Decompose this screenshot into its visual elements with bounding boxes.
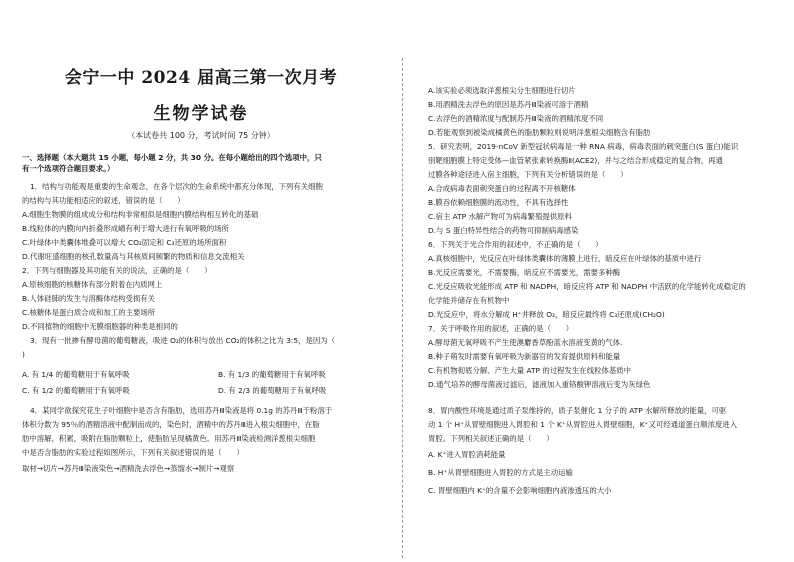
option-line: A.该实验必须选取洋葱根尖分生细胞进行切片 — [428, 86, 576, 95]
question-line: 6．下列关于光合作用的叙述中，不正确的是（ ） — [428, 240, 603, 249]
option-line: B.光反应需要光，不需要酶，暗反应不需要光，需要多种酶 — [428, 268, 621, 277]
question-line: 过膜各种途径进入宿主细胞，下列有关分析错误的是（ ） — [428, 170, 628, 179]
option-line: C.宿主 ATP 水解产物可为病毒繁殖提供原料 — [428, 212, 572, 221]
column-divider — [402, 58, 403, 558]
option-line: B.膜吞依赖细胞膜的流动性，不具有选择性 — [428, 198, 569, 207]
option-line: A.细胞生物膜的组成成分和结构非常相似是细胞内膜结构相互转化的基础 — [22, 210, 259, 219]
option-line: C.有机物彻底分解、产生大量 ATP 的过程发生在线粒体基质中 — [428, 366, 632, 375]
option-line: C.叶绿体中类囊体堆叠可以增大 CO₂固定和 C₃还原的场所面积 — [22, 238, 227, 247]
option-line: B.用酒精洗去浮色的原因是苏丹Ⅲ染液可溶于酒精 — [428, 100, 589, 109]
option-line: A.原核细胞的核糖体有部分附着在内质网上 — [22, 280, 163, 289]
question-line: 体积分数为 95％的酒精溶液中配制而成的，染色时，酒精中的苏丹Ⅲ进入根尖细胞中，在脂 — [22, 420, 320, 429]
q3-option-a: A. 有 1/4 的葡萄糖用于有氧呼吸 — [22, 370, 130, 379]
option-line: D.通气培养的酵母菌液过滤后，滤液加入重铬酸钾溶液后变为灰绿色 — [428, 380, 651, 389]
section-heading-line2: 有一个选项符合题目要求。） — [22, 164, 115, 173]
question-line: 5．研究表明，2019-nCoV 新型冠状病毒是一种 RNA 病毒，病毒表面的刺突蛋白(S 蛋白)能识 — [428, 142, 739, 151]
question-line: 别靶细胞膜上特定受体—血管紧张素转换酶Ⅱ(ACE2)，并与之结合形成稳定的复合物，再通 — [428, 156, 723, 165]
q3-option-c: C. 有 1/2 的葡萄糖用于有氧呼吸 — [22, 386, 130, 395]
question-line: 8．胃内酸性环境是通过质子泵维持的，质子泵催化 1 分子的 ATP 水解所释放的能量，可驱 — [428, 406, 727, 415]
option-line: C. 胃壁细胞内 K⁺的含量不会影响细胞内液渗透压的大小 — [428, 486, 612, 495]
option-line: B. H⁺从胃壁细胞进入胃腔的方式是主动运输 — [428, 468, 573, 477]
section-heading-line1: 一、选择题（本大题共 15 小题，每小题 2 分，共 30 分。在每小题给出的四个选项中，只 — [22, 153, 322, 162]
option-line: A.真核细胞中，光反应在叶绿体类囊体的薄膜上进行，暗反应在叶绿体的基质中进行 — [428, 254, 702, 263]
question-line: 2．下列与细胞器及其功能有关的说法，正确的是（ ） — [22, 266, 212, 275]
question-line: 胃腔。下列相关叙述正确的是（ ） — [428, 434, 554, 443]
option-line: C.核糖体是蛋白质合成和加工的主要场所 — [22, 308, 156, 317]
option-line: A.酵母菌无氧呼吸不产生使澳麝香草酚蓝水溶液变黄的气体. — [428, 338, 623, 347]
option-line: D.光反应中，将水分解成 H⁺并释放 O₂，暗反应最终将 C₃还原成(CH₂O) — [428, 310, 665, 319]
option-line: C.光反应吸收光能形成 ATP 和 NADPH，暗反应将 ATP 和 NADPH 中活跃的化学能转化成稳定的 — [428, 282, 746, 291]
procedure-flow: 取材→切片→苏丹Ⅲ染液染色→酒精洗去浮色→蒸馏水→制片→观察 — [22, 464, 235, 473]
question-line: 1．结构与功能观是重要的生命观念，在各个层次的生命系统中都充分体现，下列有关细胞 — [30, 182, 323, 191]
exam-title: 会宁一中 2024 届高三第一次月考 — [64, 68, 338, 88]
question-line: 动 1 个 H⁺从胃壁细胞进入胃腔和 1 个 K⁺从胃腔进入胃壁细胞，K⁺又可经通道蛋白顺浓度进入 — [428, 420, 738, 429]
question-line: 的结构与其功能相适应的叙述，错误的是（ ） — [22, 196, 185, 205]
q3-option-d: D. 有 2/3 的葡萄糖用于有氧呼吸 — [218, 386, 327, 395]
option-line: D.若能观察到被染成橘黄色的脂肪颗粒则说明洋葱根尖细胞含有脂肪 — [428, 128, 651, 137]
option-line: C.去浮色的酒精浓度与配制苏丹Ⅲ染液的酒精浓度不同 — [428, 114, 604, 123]
question-line: 肪中溶解，积累，吸附在脂肪颗粒上，使脂肪呈现橘黄色。用苏丹Ⅲ染液检测洋葱根尖细胞 — [22, 434, 316, 443]
option-line: A. K⁺进入胃腔消耗能量 — [428, 450, 506, 459]
question-line: 中是否含脂肪的实验过程如图所示，下列有关叙述错误的是（ ） — [22, 448, 244, 457]
question-line: 3．现有一批掺有酵母菌的葡萄糖液，吸进 O₂的体积与放出 CO₂的体积之比为 3:5，是因为（ — [30, 336, 336, 345]
question-line: ) — [22, 350, 25, 359]
option-line: D.与 S 蛋白特异性结合的药物可抑制病毒感染 — [428, 226, 579, 235]
question-line: 4．某同学欲探究花生子叶细胞中是否含有脂肪，选用苏丹Ⅲ染液是将 0.1g 的苏丹Ⅲ干粉溶于 — [30, 406, 333, 415]
q3-option-b: B. 有 1/3 的葡萄糖用于有氧呼吸 — [218, 370, 326, 379]
option-line: A.合成病毒表面刺突蛋白的过程离不开核糖体 — [428, 184, 576, 193]
option-line: B.线粒体的内膜向内折叠形成嵴有利于增大进行有氧呼吸的场所 — [22, 224, 229, 233]
option-line: D.不同植物的细胞中无膜细胞器的种类是相同的 — [22, 322, 178, 331]
exam-note: （本试卷共 100 分，考试时间 75 分钟） — [127, 131, 275, 140]
exam-subject: 生物学试卷 — [153, 104, 249, 124]
option-line: 化学能并储存在有机物中 — [428, 296, 510, 305]
option-line: B.种子萌发时需要有氧呼吸为新器官的发育提供原料和能量 — [428, 352, 621, 361]
option-line: B.人体硅肺的发生与溶酶体结构受损有关 — [22, 294, 156, 303]
option-line: D.代谢旺盛细胞的核孔数量高与其核质间频繁的物质和信息交流相关 — [22, 252, 245, 261]
question-line: 7．关于呼吸作用的叙述，正确的是（ ） — [428, 324, 574, 333]
